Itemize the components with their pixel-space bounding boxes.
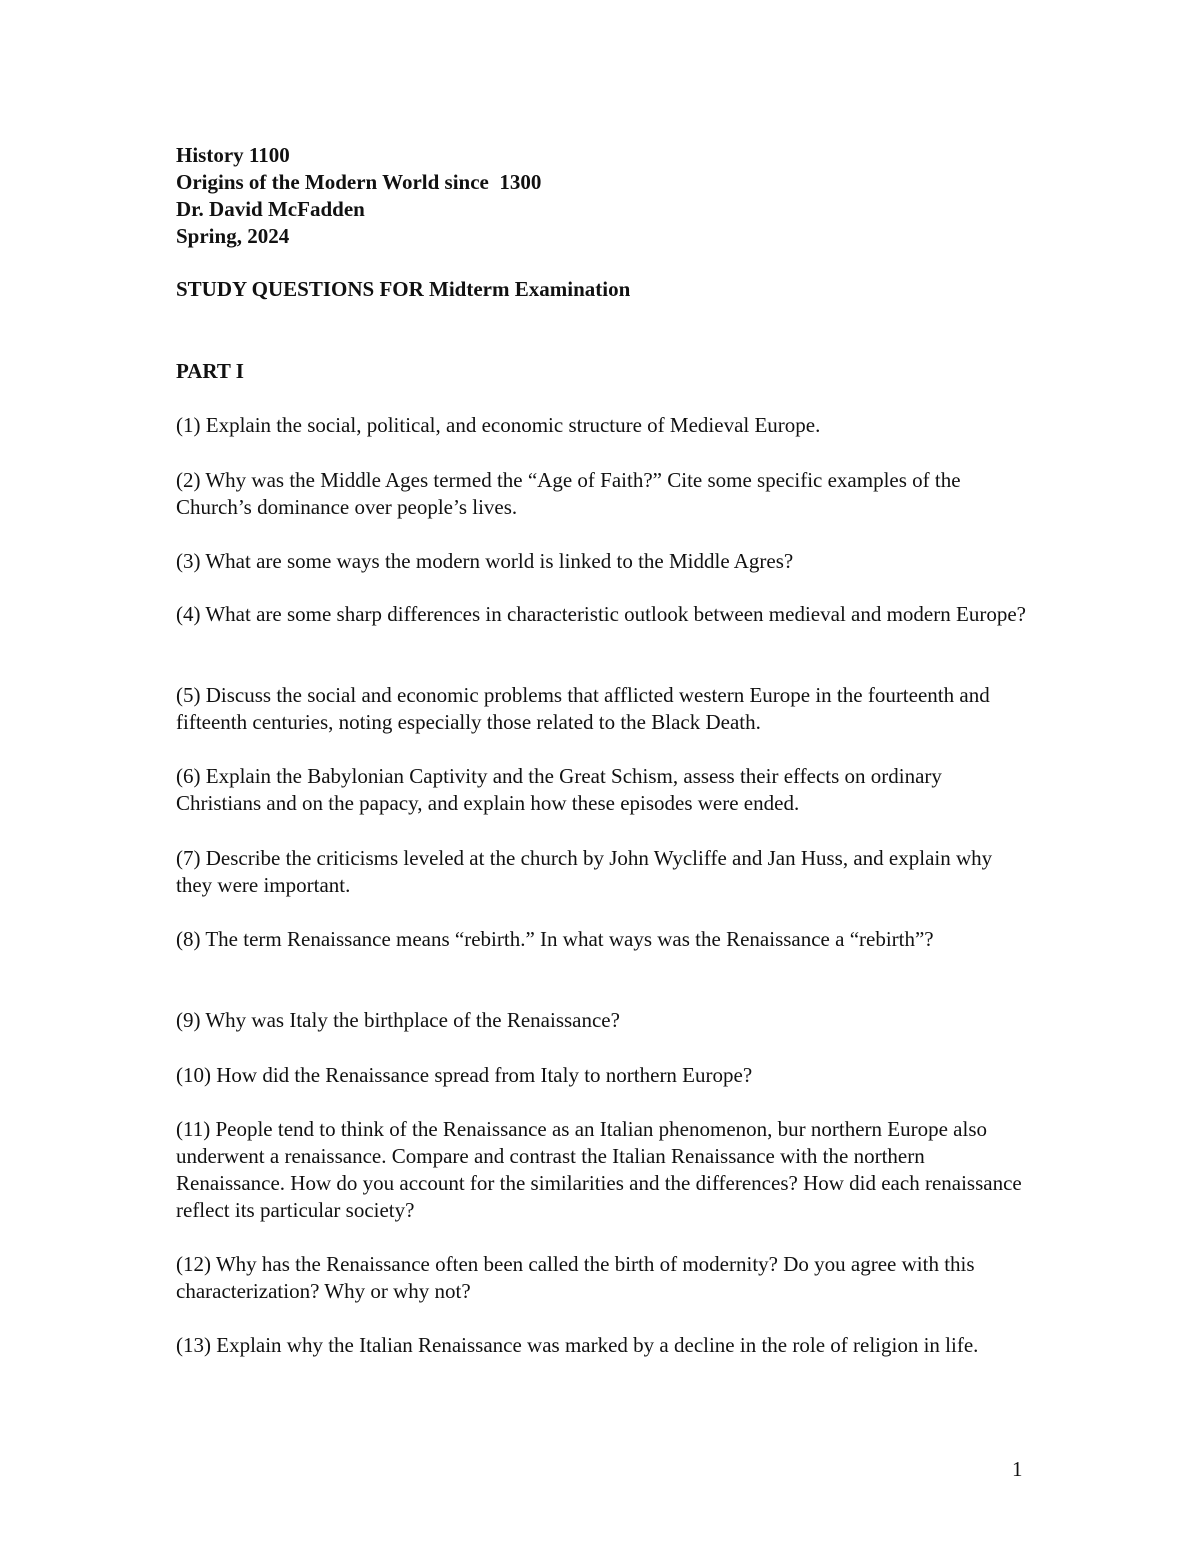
question-5: (5) Discuss the social and economic problems that afflicted western Europe in the fourteenth and fifteenth centuries, noting especially those related to the Black Death.	[176, 683, 990, 734]
study-questions-title: STUDY QUESTIONS FOR Midterm Examination	[176, 277, 631, 301]
question-4: (4) What are some sharp differences in characteristic outlook between medieval and modern Europe?	[176, 602, 1026, 626]
question-12: (12) Why has the Renaissance often been called the birth of modernity? Do you agree with this characterization? Why or why not?	[176, 1252, 975, 1303]
question-3: (3) What are some ways the modern world is linked to the Middle Agres?	[176, 549, 794, 573]
instructor-name: Dr. David McFadden	[176, 197, 365, 221]
part-heading: PART I	[176, 359, 244, 383]
question-9: (9) Why was Italy the birthplace of the Renaissance?	[176, 1008, 620, 1032]
question-11: (11) People tend to think of the Renaissance as an Italian phenomenon, bur northern Europe also underwent a renaissance. Compare and contrast the Italian Renaissance with the northern Renaissance. How do you account for the similarities and the differences? How did each renaissance reflect its particular society?	[176, 1117, 1022, 1222]
question-2: (2) Why was the Middle Ages termed the “Age of Faith?” Cite some specific examples of the Church’s dominance over people’s lives.	[176, 468, 961, 519]
question-6: (6) Explain the Babylonian Captivity and the Great Schism, assess their effects on ordinary Christians and on the papacy, and explain how these episodes were ended.	[176, 764, 942, 815]
document-header	[176, 142, 1036, 250]
course-number: History 1100	[176, 143, 290, 167]
question-1: (1) Explain the social, political, and economic structure of Medieval Europe.	[176, 413, 821, 437]
question-13: (13) Explain why the Italian Renaissance was marked by a decline in the role of religion in life.	[176, 1333, 979, 1357]
question-8: (8) The term Renaissance means “rebirth.” In what ways was the Renaissance a “rebirth”?	[176, 927, 934, 951]
question-10: (10) How did the Renaissance spread from Italy to northern Europe?	[176, 1063, 753, 1087]
page-number: 1	[1012, 1457, 1023, 1481]
term: Spring, 2024	[176, 224, 290, 248]
question-7: (7) Describe the criticisms leveled at the church by John Wycliffe and Jan Huss, and explain why they were important.	[176, 846, 993, 897]
course-title: Origins of the Modern World since 1300	[176, 170, 542, 194]
